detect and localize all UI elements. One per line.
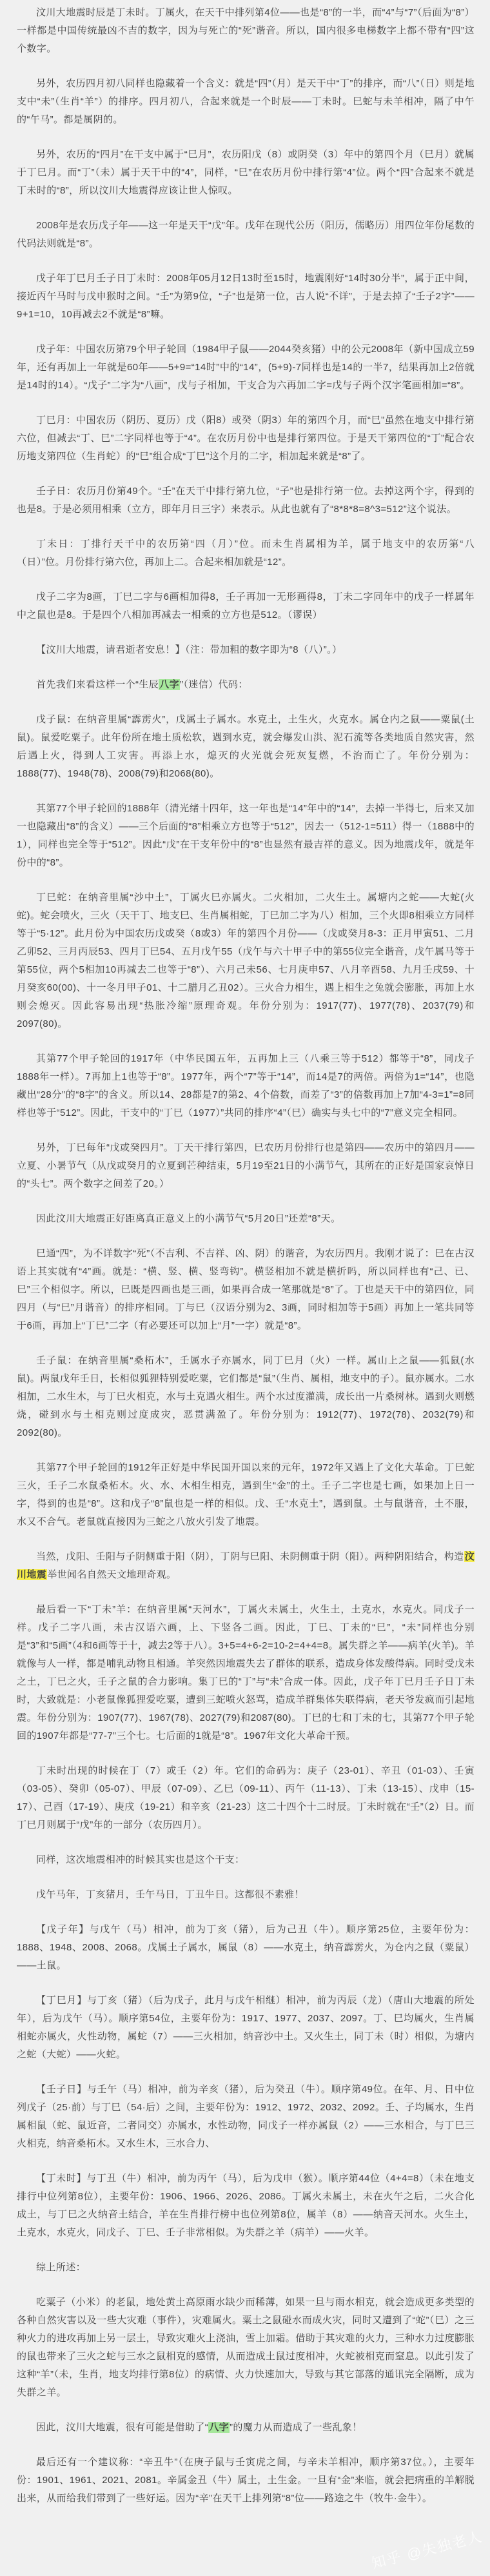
paragraph: [17, 2419, 475, 2437]
text-run: 【汶川大地震，请君逝者安息！】（注：带加粗的数字即为“8（八）”。）: [36, 644, 342, 655]
text-run: 【丁未时】与丁丑（牛）相冲，前为丙午（马），后为戊申（猴）。顺序第44位（4+4=8）（未在地支排行中位列第8位），主要年份：1906、1966、2026、2086。丁属火未属土，未在火午之后，二火合化成土，与丁巳之火纳音土结合，羊在生肖排行榜中也位列第8位，属羊（8）——纳音天河水。火生土，土克水，水克火，同戊子、丁巳、壬子非常相似。为失群之羊（病羊）——火羊。: [17, 2173, 475, 2238]
text-run: 丁巳月：中国农历（阴历、夏历）戊（阳8）或癸（阴3）年的第四个月，而“巳”虽然在地支中排行第六位，但减去“丁、巳”二字同样也等于“4”。在农历月份中也是排行第四位。于是天干第四位的“丁”配合农历地支第四位（生肖蛇）的“巳”组合成“丁巳”这个月的二字，相加起来就是“8”了。: [17, 415, 475, 462]
highlight-yellow: 汶川地震: [17, 1551, 475, 1580]
text-run: 丁未时出现的时候在丁（7）或壬（2）年。它们的命码为：庚子（23-01）、辛丑（01-03）、壬寅（03-05）、癸卯（05-07）、甲辰（07-09）、乙巳（09-11）、丙午（11-13）、丁未（13-15）、戊申（15-17）、己酉（17-19）、庚戌（19-21）和辛亥（21-23）这二十四个十二时辰。丁未时就在“壬”（2）日。而丁巳月则属于“戊”年的一部分（农历四月）。: [17, 1765, 475, 1830]
text-run: 另外，农历四月初八同样也隐藏着一个含义：就是“四”（月）是天干中“丁”的排序，而“八”（日）则是地支中“未”（生肖“羊”）的排序。四月初八，合起来就是一个时辰——丁未时。巳蛇与未羊相冲，隔了中午的“午马”。都是属阴的。: [17, 78, 475, 125]
paragraph: [17, 4, 475, 58]
paragraph: [17, 75, 475, 129]
text-run: 其第77个甲子轮回的1888年（清光绪十四年，这一年也是“14”年中的“14”，去掉一半得七，后来又加一也隐藏出“8”的含义）——三个后面的“8”相乘立方也等于“512”，因去一（512-1=511）得一（1888中的1），同样也完全等于“512”。因此“戊”在干支年份中的“8”也显然有最吉祥的意义。因为地震戊年，就是年份中的“8”。: [17, 803, 475, 868]
paragraph: [17, 2453, 475, 2508]
paragraph: [17, 641, 475, 659]
text-run: 综上所述：: [36, 2262, 86, 2273]
text-run: 另外，丁巳每年“戊或癸四月”。丁天干排行第四，巳农历月份排行也是第四——农历中的第四月——立夏、小暑节气（从戊或癸月的立夏到芒种结束，5月19至21日的小满节气，其所在的正好是国家哀悼日的“头七”。两个数字之间差了20。）: [17, 1142, 475, 1189]
paragraph: [17, 2081, 475, 2153]
paragraph: [17, 411, 475, 466]
text-run: 其第77个甲子轮回的1912年正好是中华民国开国以来的元年，1972年又遇上了文化大革命。丁巳蛇三火，壬子二水鼠桑柘木。火、水、木相生相克，遇到生“金”的土。壬子二字也是七画，如果加上日一字，得到的也是“8”。这和戊子“8”鼠也是一样的相似。戊、壬“水克土”，遇到鼠。土与鼠谐音，土不服，水又不合气。老鼠就直接因为三蛇之八放火引发了地震。: [17, 1462, 475, 1527]
text-run: 2008年是农历戊子年——这一年是天干“戊”年。戊年在现代公历（阳历，儒略历）用四位年份尾数的代码法则就是“8”。: [17, 220, 475, 249]
text-run: 戊子年：中国农历第79个甲子轮回（1984甲子鼠——2044癸亥猪）中的公元2008年（新中国成立59年，还有再加上一年就是60年——5+9=“14时”中的“14”，(5+9)-7同样也是14的一半7，结果再加上2倍就是14时的14）。“戊子”二字为“八画”，戊与子相加，干支合为六再加二字=戊与子两个汉字笔画相加=“8”。: [17, 344, 475, 391]
paragraph: [17, 1992, 475, 2064]
paragraph: [17, 1245, 475, 1335]
text-run: 因此汶川大地震正好距离真正意义上的小满节气“5月20日”还差“8”天。: [36, 1213, 341, 1224]
paragraph: [17, 2259, 475, 2277]
paragraph: [17, 2294, 475, 2402]
highlight-green: 八字: [209, 2422, 230, 2433]
highlight-green: 八字: [159, 679, 180, 690]
text-run: 汶川大地震时辰是丁未时。丁属火，在天干中排列第4位——也是“8”的一半，而“4”与“7”（后面为“8”）一样都是中国传统最凶不吉的数字，因为与死亡的“死”谐音。所以，国内很多电梯数字上都不带有“四”这个数字。: [17, 7, 475, 54]
text-run: 壬子日：农历月份第49个。“壬”在天干中排行第九位，“子”也是排行第一位。去掉这两个字，得到的也是8。于是必须用相乘（立方，即年月日三字）来表示。从此也就有了“8*8*8=8^3=512”这个说法。: [17, 486, 475, 515]
text-run: 首先我们来看这样一个“生辰: [36, 679, 159, 690]
text-run: 巳通“四”，为不详数字“死”（不吉利、不吉祥、凶、阴）的谐音，为农历四月。我刚才说了：巳在古汉语上其实就有“4”画。就是：“横、竖、横、竖弯钩”。横竖相加不就是横折吗，所以同样也有“己、已、巳”三个相似字。所以，巳既是四画也是三画，如果再合成一笔那就是“8”了。丁也是天干中的第四位，同四月（与“巳”月谐音）的排序相同。丁与巳（汉语分别为2、3画，同时相加等于5画）再加上一笔共同等于6画，再加上“丁巳”二字（有必要还可以加上“月”一字）就是“8”。: [17, 1248, 475, 1331]
text-run: ”（迷信）代码：: [180, 679, 248, 690]
paragraph: [17, 1352, 475, 1442]
text-run: 丁巳蛇：在纳音里属“沙中土”，丁属火巳亦属火。二火相加，二火生土。属塘内之蛇——大蛇(火蛇)。蛇会喷火，三火（天干丁、地支巳、生肖属相蛇，丁巳加二字为八）相加，三个火即8相乘立方同样等于“5·12”。此月份为中国农历戊或癸（8或3）年的第四个月份——（戊或癸月8-3：正月甲寅51、二月乙卯52、三月丙辰53、四月丁巳54、五月戊午55（戊午与六十甲子中的第55位完全谐音，戊午属马等于第55位，两个5相加10再减去二也等于“8”）、六月己未56、七月庚申57、八月辛酉58、九月壬戌59、十月癸亥60(00)、十一冬月甲子01、十二腊月乙丑02）。三火合力相生，遇上相生之兔就会膨胀，再加上水则会熄灭。因此容易出现“热胀冷缩”原理奇观。年份分别为：1917(77)、1977(78)、2037(79)和2097(80)。: [17, 892, 475, 1029]
text-run: 戊子鼠：在纳音里属“霹雳火”，戊属土子属水。水克土，土生火，火克水。属仓内之鼠——粟鼠(土鼠)。鼠爱吃粟子。此年份所在地土质松软，遇到水克，就会爆发山洪、泥石流等各类地质自然灾害，然后遇上火，得到人工灾害。再添上水，熄灭的火光就会死灰复燃，不治而亡了。年份分别为：1888(77)、1948(78)、2008(79)和2068(80)。: [17, 714, 475, 779]
paragraph: [17, 270, 475, 324]
text-run: 其第77个甲子轮回的1917年（中华民国五年，五再加上三（八乘三等于512）都等于“8”，同戊子1888年一样）。7再加上1也等于“8”。1977年，两个“7”等于“14”，而14是7的两倍。两倍为1=“14”，也隐藏出“28分”的“8字”的含义。所以14、28都是7的第2、4个倍数，而差了“3”的倍数再加上7加“4-3=1”=8同样也等于“512”。因此，干支中的“丁巳（1977）”共同的排序“4”（巳）确实与头七中的“7”意义完全相同。: [17, 1053, 475, 1118]
text-run: 【丁巳月】与丁亥（猪）（后为戊子，此月与戊午相继）相冲，前为丙辰（龙）（唐山大地震的所处年），后为戊午（马）。顺序第54位，主要年份为：1917、1977、2037、2097。丁、巳均属火，生肖属相蛇亦属火，火性动物，属蛇（7）——三火相加，纳音沙中土。又火生土，同丁未（时）相似，为塘内之蛇（大蛇）——火蛇。: [17, 1995, 475, 2060]
text-run: 丁未日：丁排行天干中的农历第“四（月）”位。而未生肖属相为羊，属于地支中的农历第“八（日）”位。月份排行第六位，再加上二。合起来相加就是“12”。: [17, 539, 475, 568]
text-run: 最后还有一个建议称：“辛丑牛”（在庚子鼠与壬寅虎之间，与辛未羊相冲，顺序第37位。），主要年份：1901、1961、2021、2081。辛属金丑（牛）属土，土生金。一旦有“金”来临，就会把病重的羊解脱出来，从而给我们带到了一些好运。因为“辛”在天干上排列第“8”位——路途之牛（牧牛·金牛）。: [17, 2457, 475, 2504]
paragraph: [17, 535, 475, 571]
text-run: 同样，这次地震相冲的时候其实也是这个干支：: [36, 1854, 245, 1865]
paragraph: [17, 2170, 475, 2242]
text-run: 【戊子年】与戊午（马）相冲，前为丁亥（猪），后为己丑（牛）。顺序第25位，主要年份为：1888、1948、2008、2068。戊属土子属水，属鼠（8）——水克土，纳音霹雳火，为仓内之鼠（粟鼠）——土鼠。: [17, 1924, 475, 1971]
text-run: 戊子二字为8画，丁巳二字与6画相加得8，壬子再加一无形画得8，丁未二字同年中的戊子一样属年中之鼠也是8。于是四个八相加再减去一相乘的立方也是512。（谬误）: [17, 591, 475, 620]
paragraph: [17, 1050, 475, 1122]
paragraph: [17, 1762, 475, 1834]
paragraph: [17, 146, 475, 200]
text-run: 另外，农历的“四月”在干支中属于“巳月”，农历阳戊（8）或阴癸（3）年中的第四个月（巳月）就属于丁巳月。而“丁”（未）属于天干中的“4”，同样，“巳”在农历月份中排行第“4”位。两个“四”合起来不就是丁未时的“8”，所以汶川大地震得应该让世人惊叹。: [17, 149, 475, 196]
paragraph: [17, 676, 475, 694]
paragraph: [17, 1139, 475, 1193]
paragraph: [17, 341, 475, 395]
text-run: ”的魔力从而造成了一些乱象！: [230, 2422, 362, 2433]
text-run: 最后看一下“丁未”羊：在纳音里属“天河水”，丁属火未属土，火生土，土克水，水克火。同戊子一样。戊子二字八画，未古汉语六画，上、下竖各二画。因此，丁巳、丁未的“巳”，“未”同样也分别是“3”和“5画”（4和6画等于十，减去2等于八）。3+5=4+6-2=10-2=4+4=8。属失群之羊——病羊(火羊)。羊就像与人一样，都是哺乳动物且相通。羊突然因地震失去了群体的联系，造成身体发酸得病。同时受戊未之土，丁巳之火，壬子之鼠的合力影响。集丁巳的“丁”与“未”合成一体。因此，戊子年丁巳月壬子日丁未时，大致就是：小老鼠像狐狸爱吃粟，遭到三蛇喷火怒骂，造成羊群集体失联得病，老天爷发疯而引起地震。年份分别为：1907(77)、1967(78)、2027(79)和2087(80)。丁巳的七和丁未的七，其第77个甲子轮回的1907年都是“77-7”三个七。七后面的1就是“8”。1967年文化大革命干预。: [17, 1604, 475, 1741]
paragraph: [17, 711, 475, 783]
text-run: 吃粟子（小米）的老鼠，地处黄土高原雨水缺少而稀薄，如果一旦与雨水相克，就会造成更多类型的各种自然灾害以及一些大灾难（事件），灾难属火。粟土之鼠碰水而成火灾，同时又遭到了“蛇”（巳）之三种火力的进攻再加上另一层土，导致灾难火上浇油，雪上加霜。借助于其灾难的火力，三种水力过度膨胀的鼠也带来了三火之蛇与三水之鼠相克的感情，从而造成土鼠过度相冲，火蛇被相克而窒息。以此引发了这种“羊”（未，生肖，地支均排行第8位）的病情、火力快速加大，导致与其它部落的通讯完全隔断，成为失群之羊。: [17, 2297, 475, 2398]
text-run: 举世闻名自然天文地理奇观。: [47, 1569, 177, 1580]
paragraph: [17, 1548, 475, 1584]
text-run: 当然，戊阳、壬阳与子阴侧重于阳（阴），丁阴与巳阳、未阴侧重于阴（阳）。两种阴阳结合，构造: [36, 1551, 464, 1562]
text-run: 戊午马年，丁亥猪月，壬午马日，丁丑牛日。这都很不素雅！: [36, 1889, 304, 1900]
paragraph: [17, 889, 475, 1033]
paragraph: [17, 217, 475, 253]
paragraph: [17, 1601, 475, 1745]
text-run: 壬子鼠：在纳音里属“桑柘木”，壬属水子亦属水，同丁巳月（火）一样。属山上之鼠——狐鼠(水鼠)。两鼠戊年壬日，长相似狐狸特别爱吃粟，它们都是“鼠”（生肖、属相，地支中的子）。鼠亦属水。二水相加，二水生木，与丁巳火相克，水与土克遇火相生。两个水过度灌满，成长出一片桑树林。遇到火则燃烧，碰到水与土相克则过度成灾，恶贯满盈了。年份分别为：1912(77)、1972(78)、2032(79)和2092(80)。: [17, 1355, 475, 1438]
paragraph: [17, 1210, 475, 1228]
paragraph: [17, 1459, 475, 1531]
paragraph: [17, 800, 475, 872]
paragraph: [17, 1851, 475, 1869]
text-run: 【壬子日】与壬午（马）相冲，前为辛亥（猪），后为癸丑（牛）。顺序第49位。在年、月、日中位列戊子（25·前）与丁巳（54·后）之间，主要年份为：1912、1972、2032、2092。壬、子均属水，生肖属相鼠（蛇、鼠近音，二者同交）亦属水，水性动物，同戊子一样亦属鼠（2）——三水相合，与丁巳三火相克，纳音桑柘木。又水生木，三水合力、: [17, 2084, 475, 2149]
paragraph: [17, 588, 475, 624]
watermark: 知乎 @失独老人: [369, 2528, 484, 2571]
paragraph: [17, 1921, 475, 1975]
paragraph: [17, 1886, 475, 1904]
paragraph: [17, 482, 475, 519]
text-run: 戊子年丁巳月壬子日丁未时：2008年05月12日13时至15时，地震刚好“14时30分半”，属于正中间，接近丙午马时与戊申猴时之间。“壬”为第9位，“子”也是第一位，古人说“不详”，于是去掉了“壬子2字”——9+1=10，10再减去2不就是“8”嘛。: [17, 273, 475, 320]
text-run: 因此，汶川大地震，很有可能是借助了“: [36, 2422, 209, 2433]
